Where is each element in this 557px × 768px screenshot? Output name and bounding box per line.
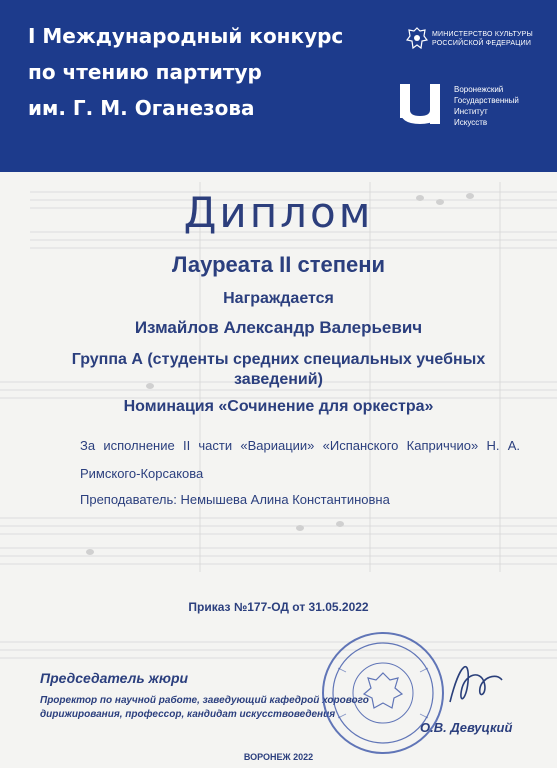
institute-line: Воронежский — [454, 85, 504, 94]
header-banner — [0, 0, 557, 172]
ministry-line: МИНИСТЕРСТВО КУЛЬТУРЫ — [432, 31, 533, 38]
performance-description: За исполнение II части «Вариации» «Испанского Каприччио» Н. А. Римского-Корсакова — [80, 438, 520, 481]
diploma-title: Диплом — [183, 188, 374, 237]
nomination: Номинация «Сочинение для оркестра» — [123, 398, 434, 415]
contest-title-line: I Международный конкурс — [28, 24, 344, 48]
laureate-degree: Лауреата II степени — [171, 252, 386, 277]
institute-logo-icon — [400, 80, 444, 126]
city-year: ВОРОНЕЖ 2022 — [243, 752, 314, 762]
contest-title — [28, 18, 398, 126]
ministry-logo — [406, 26, 546, 56]
institute-line: Институт — [454, 107, 488, 116]
contest-title-line: по чтению партитур — [28, 60, 262, 84]
contest-title-line: им. Г. М. Оганезова — [28, 96, 255, 120]
official-seal-icon — [318, 628, 448, 758]
institute-name — [454, 84, 519, 128]
signature-icon — [440, 652, 510, 712]
institute-line: Искусств — [454, 118, 488, 127]
awardee-name: Измайлов Александр Валерьевич — [134, 318, 423, 337]
awarded-label: Награждается — [223, 290, 334, 307]
ministry-name — [432, 30, 533, 48]
ministry-emblem-icon — [406, 26, 428, 52]
signer-name: О.В. Девуцкий — [420, 720, 513, 735]
teacher-name: Преподаватель: Немышева Алина Константиновна — [80, 492, 390, 507]
order-reference: Приказ №177-ОД от 31.05.2022 — [188, 600, 369, 614]
ministry-line: РОССИЙСКОЙ ФЕДЕРАЦИИ — [432, 40, 532, 47]
jury-chairman-title: Председатель жюри — [40, 670, 189, 686]
institute-logo — [400, 80, 550, 130]
contest-group: Группа А (студенты средних специальных учебных заведений) — [71, 351, 486, 388]
institute-line: Государственный — [454, 96, 519, 105]
jury-chairman-position: Проректор по научной работе, заведующий кафедрой хорового дирижирования, профессор, кандидат искусствоведения — [40, 695, 369, 720]
